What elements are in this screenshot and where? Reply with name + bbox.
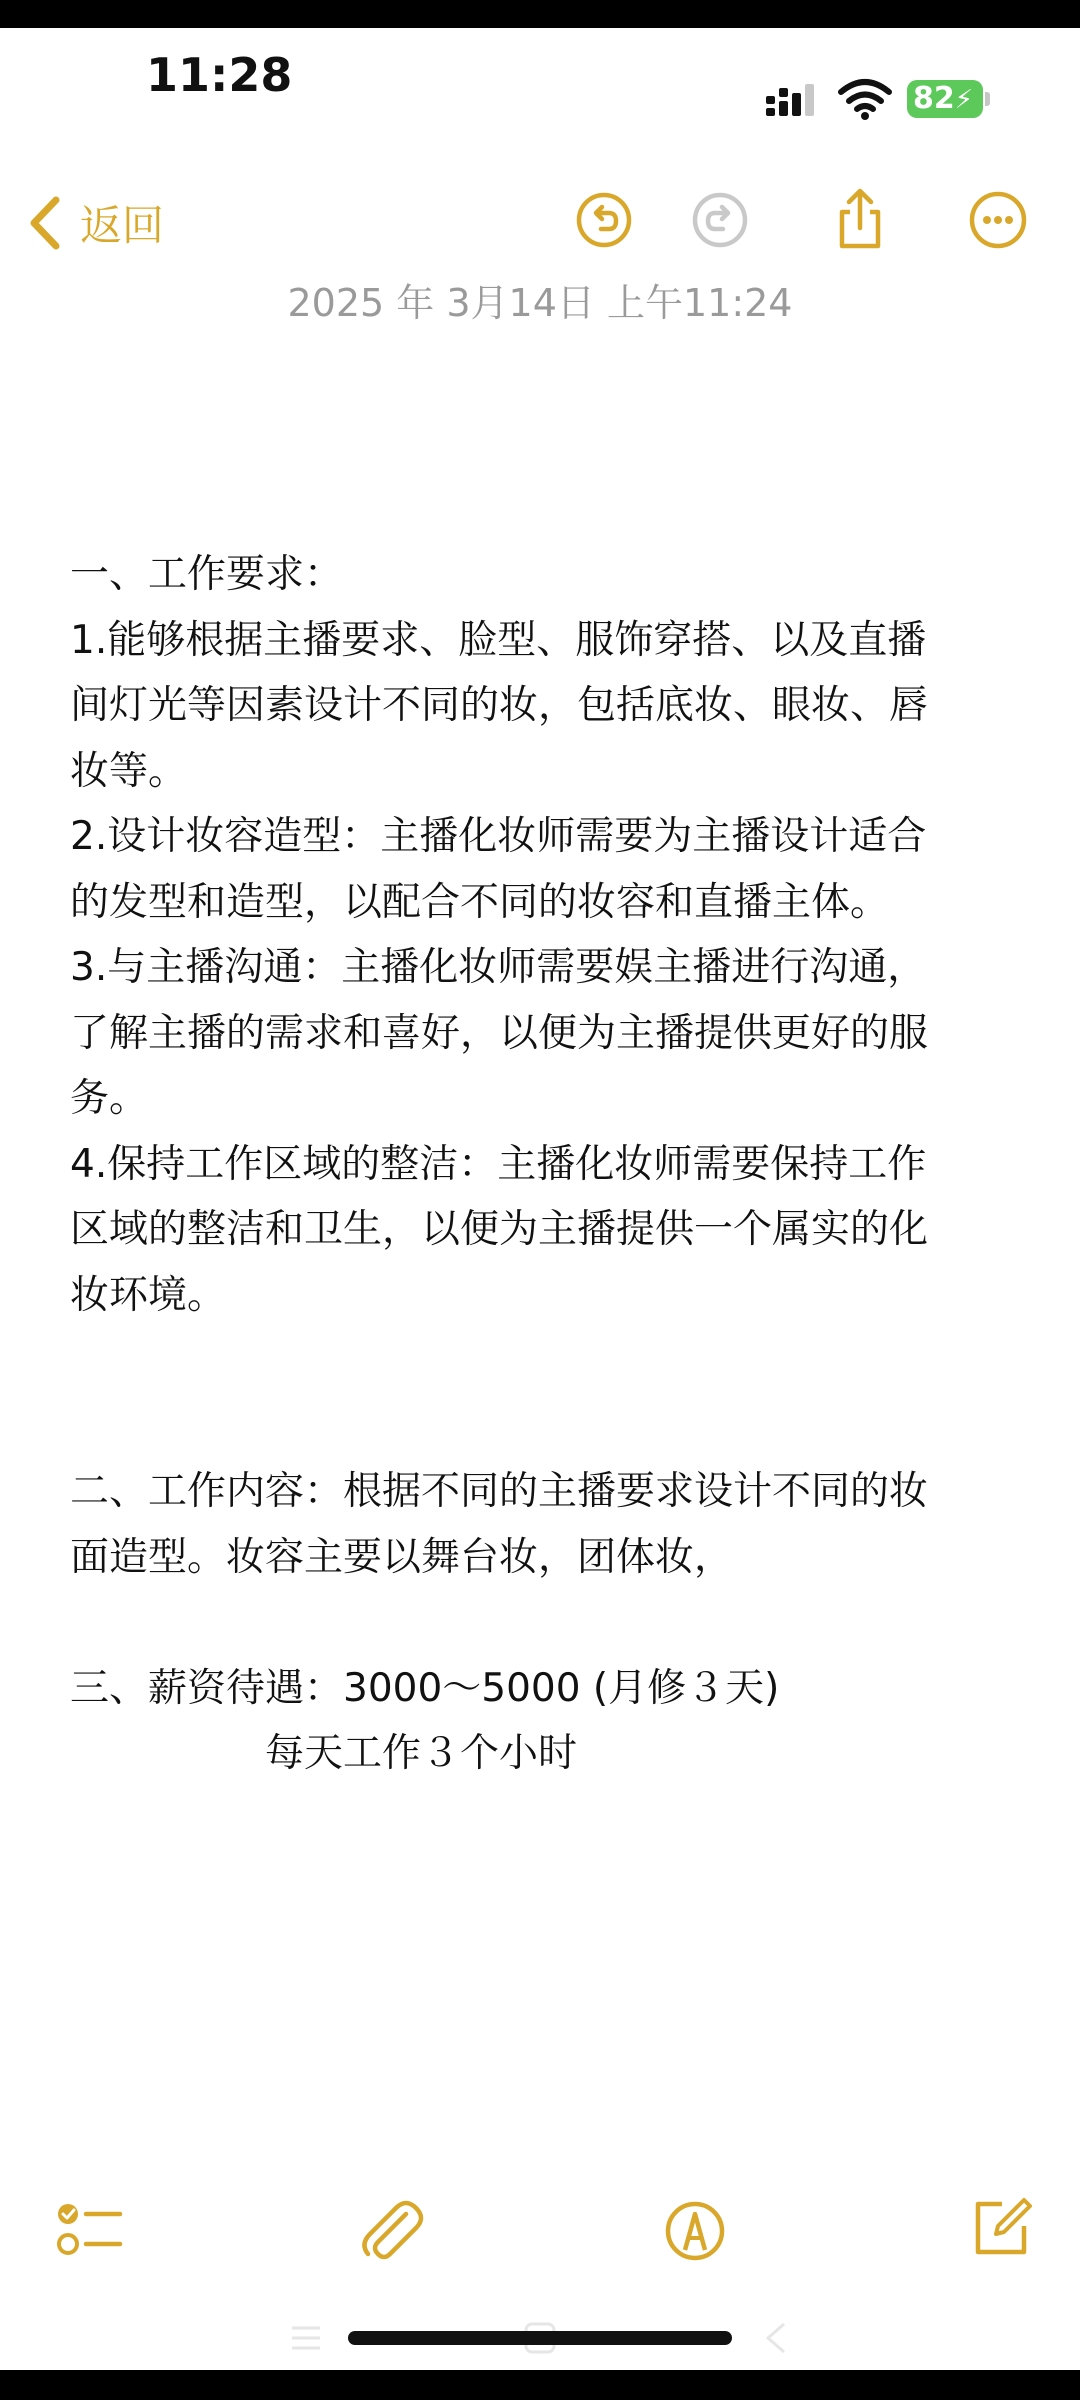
back-label: 返回 — [80, 201, 165, 250]
note-line: 2.设计妆容造型：主播化妆师需要为主播设计适合 — [70, 814, 927, 859]
bottom-frame-bar — [0, 2370, 1080, 2400]
back-button[interactable] — [28, 188, 164, 258]
note-line: 妆等。 — [70, 748, 188, 794]
redo-icon[interactable] — [690, 188, 750, 252]
note-line: 间灯光等因素设计不同的妆，包括底妆、眼妆、唇 — [70, 683, 929, 728]
battery-charging-icon: 82⚡ — [907, 80, 983, 118]
note-line: 务。 — [70, 1076, 149, 1121]
note-line: 区域的整洁和卫生，以便为主播提供一个属实的化 — [70, 1207, 929, 1252]
note-line: 4.保持工作区域的整洁：主播化妆师需要保持工作 — [70, 1141, 927, 1187]
note-line: 面造型。妆容主要以舞台妆，团体妆， — [70, 1534, 734, 1580]
note-line: 一、工作要求： — [70, 552, 344, 597]
note-line: 3.与主播沟通：主播化妆师需要娱主播进行沟通， — [70, 945, 927, 990]
note-line: 二、工作内容：根据不同的主播要求设计不同的妆 — [70, 1469, 929, 1514]
battery-tip — [985, 92, 990, 106]
note-line — [70, 1590, 1030, 1656]
note-line: 了解主播的需求和喜好，以便为主播提供更好的服 — [70, 1010, 929, 1056]
battery-level: 82 — [913, 81, 955, 116]
markup-pen-icon[interactable] — [660, 2196, 730, 2266]
home-indicator[interactable] — [348, 2331, 732, 2345]
note-body[interactable] — [70, 542, 1030, 1787]
note-line: 1.能够根据主播要求、脸型、服饰穿搭、以及直播 — [70, 617, 927, 663]
compose-icon[interactable] — [966, 2192, 1036, 2262]
wifi-icon — [838, 78, 892, 120]
note-line: 的发型和造型，以配合不同的妆容和直播主体。 — [70, 879, 890, 925]
top-frame-bar — [0, 0, 1080, 28]
note-line: 三、薪资待遇：3000～5000 (月修３天) — [70, 1665, 780, 1711]
undo-icon[interactable] — [574, 188, 634, 252]
note-line: 妆环境。 — [70, 1272, 227, 1318]
note-line: 每天工作３个小时 — [70, 1731, 578, 1776]
status-time: 11:28 — [146, 48, 293, 102]
cellular-signal-icon — [766, 82, 822, 116]
menu-nav-icon[interactable] — [286, 2318, 326, 2358]
share-icon[interactable] — [830, 188, 890, 252]
more-icon[interactable] — [968, 188, 1028, 252]
note-date: 2025 年 3月14日 上午11:24 — [287, 281, 793, 325]
checklist-icon[interactable] — [54, 2196, 124, 2266]
paperclip-icon[interactable] — [356, 2196, 426, 2266]
note-line — [70, 1394, 1030, 1460]
back-nav-icon[interactable] — [756, 2318, 796, 2358]
note-line — [70, 1328, 1030, 1394]
chevron-left-icon — [28, 196, 62, 250]
